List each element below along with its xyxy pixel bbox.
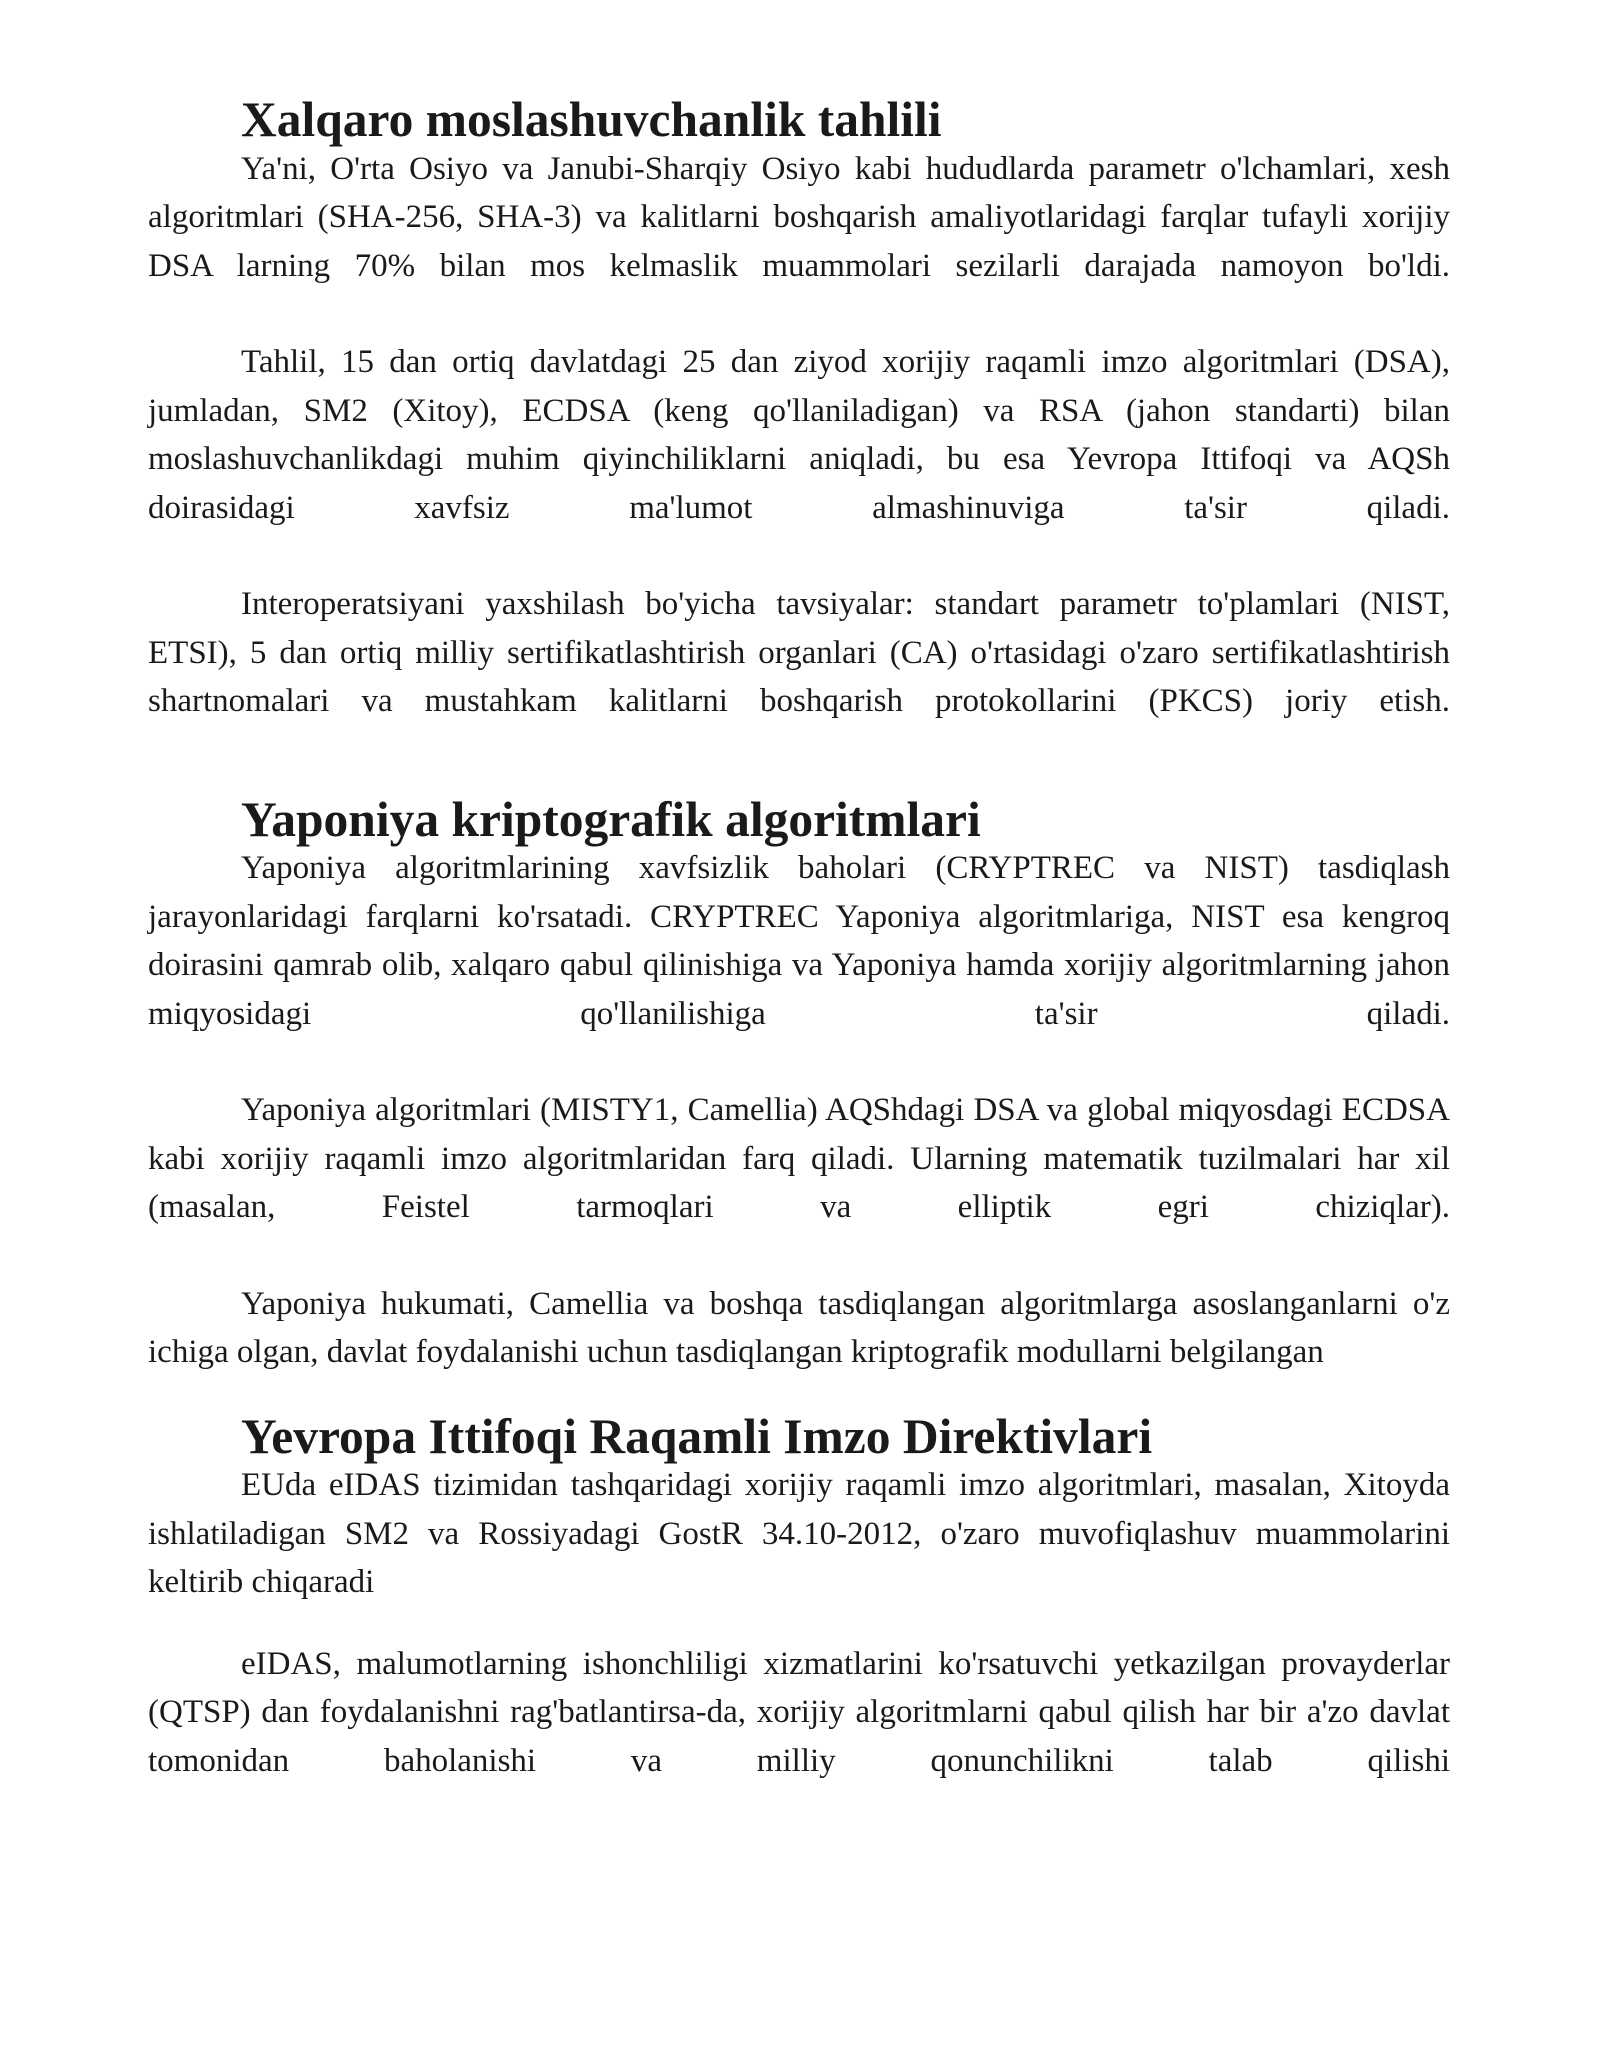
section-heading-japan-algorithms: Yaponiya kriptografik algoritmlari [241,791,981,847]
section-heading-eu-directives: Yevropa Ittifoqi Raqamli Imzo Direktivlari [241,1408,1153,1464]
paragraph: Tahlil, 15 dan ortiq davlatdagi 25 dan ziyod xorijiy raqamli imzo algoritmlari (DSA), jumladan, SM2 (Xitoy), ECDSA (keng qo'llaniladigan) va RSA (jahon standarti) bilan moslashuvchanlikdagi muhim qiyinchiliklarni aniqladi, bu esa Yevropa Ittifoqi va AQSh doirasidagi xavfsiz ma'lumot almashinuviga ta'sir qiladi. [148,344,1450,526]
paragraph: eIDAS, malumotlarning ishonchliligi xizmatlarini ko'rsatuvchi yetkazilgan provayderlar (QTSP) dan foydalanishni rag'batlantirsa-da, xorijiy algoritmlarni qabul qilish har bir a'zo davlat tomonidan baholanishi va milliy qonunchilikni talab qilishi [148,1645,1450,1779]
paragraph: EUda eIDAS tizimidan tashqaridagi xorijiy raqamli imzo algoritmlari, masalan, Xitoyda ishlatiladigan SM2 va Rossiyadagi GostR 34.10-2012, o'zaro muvofiqlashuv muammolarini keltirib chiqaradi [148,1467,1450,1600]
paragraph: Interoperatsiyani yaxshilash bo'yicha tavsiyalar: standart parametr to'plamlari (NIST, ETSI), 5 dan ortiq milliy sertifikatlashtirish organlari (CA) o'rtasidagi o'zaro sertifikatlashtirish shartnomalari va mustahkam kalitlarni boshqarish protokollarini (PKCS) joriy etish. [148,586,1450,719]
paragraph: Yaponiya algoritmlarining xavfsizlik baholari (CRYPTREC va NIST) tasdiqlash jarayonlaridagi farqlarni ko'rsatadi. CRYPTREC Yaponiya algoritmlariga, NIST esa kengroq doirasini qamrab olib, xalqaro qabul qilinishiga va Yaponiya hamda xorijiy algoritmlarning jahon miqyosidagi qo'llanilishiga ta'sir qiladi. [148,850,1450,1032]
document-body [148,92,1450,1785]
paragraph: Yaponiya algoritmlari (MISTY1, Camellia) AQShdagi DSA va global miqyosdagi ECDSA kabi xorijiy raqamli imzo algoritmlaridan farq qiladi. Ularning matematik tuzilmalari har xil (masalan, Feistel tarmoqlari va elliptik egri chiziqlar). [148,1092,1450,1225]
paragraph: Ya'ni, O'rta Osiyo va Janubi-Sharqiy Osiyo kabi hududlarda parametr o'lchamlari, xesh algoritmlari (SHA-256, SHA-3) va kalitlarni boshqarish amaliyotlaridagi farqlar tufayli xorijiy DSA larning 70% bilan mos kelmaslik muammolari sezilarli darajada namoyon bo'ldi. [148,150,1450,284]
paragraph: Yaponiya hukumati, Camellia va boshqa tasdiqlangan algoritmlarga asoslanganlarni o'z ichiga olgan, davlat foydalanishi uchun tasdiqlangan kriptografik modullarni belgilangan [148,1285,1450,1370]
section-heading-international-compatibility: Xalqaro moslashuvchanlik tahlili [241,92,942,147]
